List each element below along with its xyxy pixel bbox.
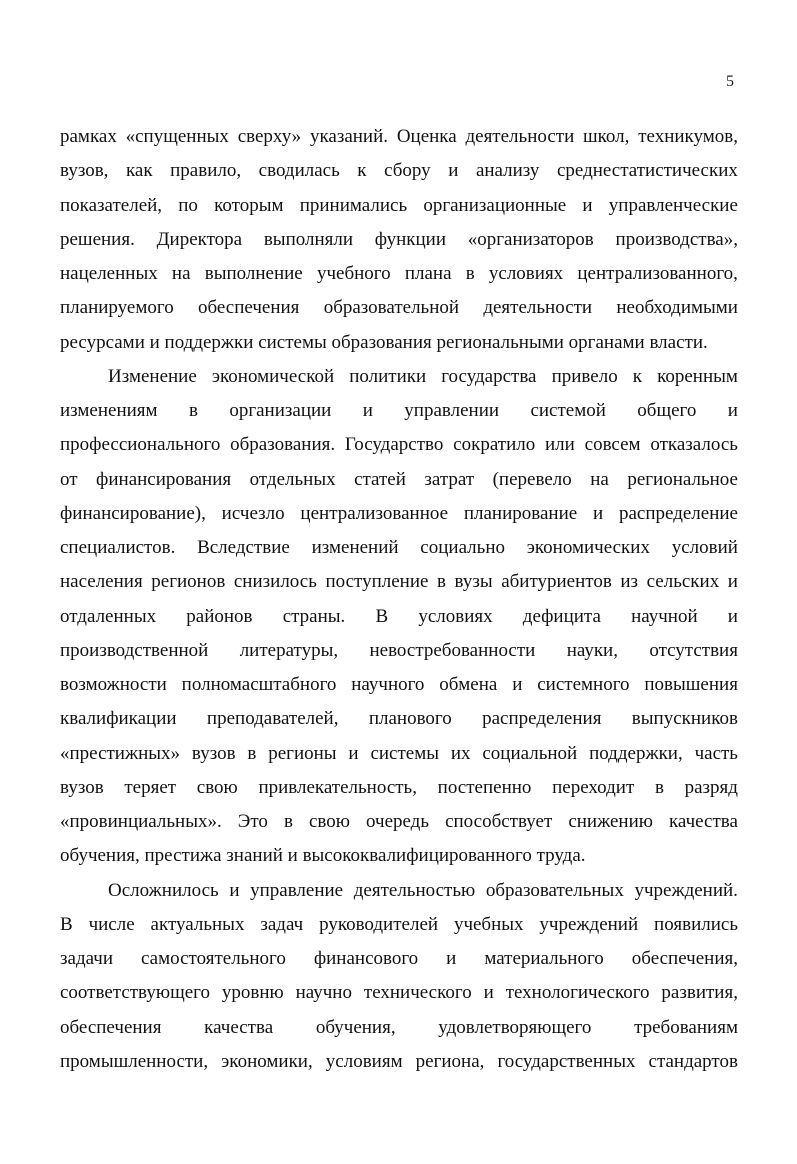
word: (перевело xyxy=(492,468,572,490)
word: общего xyxy=(637,400,697,421)
word: производственной xyxy=(60,639,209,661)
text-line-last: ресурсами и поддержки системы образования региональными органами власти. xyxy=(60,331,708,353)
text-line xyxy=(60,600,738,634)
word: Это xyxy=(237,811,268,832)
word: экономики, xyxy=(221,1050,313,1072)
word: обеспечения, xyxy=(631,948,738,969)
word: сводилась xyxy=(258,160,340,182)
word: поддержки, xyxy=(589,742,683,764)
word: в xyxy=(654,776,664,798)
word: системой xyxy=(530,400,606,421)
word: которым xyxy=(214,194,284,216)
word: учреждений xyxy=(539,913,639,935)
text-line xyxy=(60,291,738,325)
word: исчезло xyxy=(221,502,285,524)
word: удовлетворяющего xyxy=(438,1016,592,1038)
word: к xyxy=(357,160,367,182)
word: переходит xyxy=(552,776,635,798)
word: отсутствия xyxy=(649,639,738,661)
body-text xyxy=(60,120,738,1079)
word: выполнение xyxy=(204,263,303,284)
word: и xyxy=(727,571,738,593)
word: специалистов. xyxy=(60,537,176,558)
word: свою xyxy=(308,811,350,832)
word: и xyxy=(727,400,738,421)
word: и xyxy=(446,948,457,969)
word: очередь xyxy=(366,811,430,832)
word: преподавателей, xyxy=(206,708,339,730)
word: технологического xyxy=(505,982,650,1004)
text-line-first xyxy=(60,360,738,394)
word: среднестатистических xyxy=(556,160,738,182)
word: распределения xyxy=(482,708,602,730)
text-line xyxy=(60,154,738,188)
text-line xyxy=(60,565,738,599)
word: планирование xyxy=(463,502,578,524)
text-line xyxy=(60,120,738,154)
word: экономических xyxy=(526,537,650,558)
word: и xyxy=(362,400,373,421)
word: «престижных» xyxy=(60,742,181,764)
word: финансирования xyxy=(96,468,232,490)
word: повышения xyxy=(644,674,738,695)
word: способствует xyxy=(445,811,553,832)
word: как xyxy=(125,160,153,182)
word: свою xyxy=(196,776,238,798)
word: затрат xyxy=(424,468,475,490)
word: и xyxy=(727,605,738,627)
word: организационные xyxy=(423,194,567,216)
word: Изменение xyxy=(108,365,197,387)
word: в xyxy=(465,263,475,284)
word: Осложнилось xyxy=(108,879,219,901)
word: и xyxy=(593,502,604,524)
text-line xyxy=(60,702,738,736)
word: научного xyxy=(351,674,425,695)
word: страны. xyxy=(282,605,346,627)
word: деятельностью xyxy=(353,879,476,901)
word: обучения, xyxy=(315,1016,396,1038)
word: Вследствие xyxy=(197,537,290,558)
word: задач xyxy=(260,913,304,935)
text-line xyxy=(60,394,738,428)
word: планового xyxy=(368,708,452,730)
text-line xyxy=(60,976,738,1010)
word: задачи xyxy=(60,948,114,969)
word: населения xyxy=(60,571,143,593)
word: научной xyxy=(631,605,698,627)
word: деятельности xyxy=(483,297,593,319)
word: образовательной xyxy=(323,297,460,319)
word: политики xyxy=(349,365,427,387)
word: школ, xyxy=(583,126,630,147)
word: выпускников xyxy=(631,708,738,730)
word: финансирование), xyxy=(60,502,206,524)
word: государственных xyxy=(497,1050,636,1072)
word: экономической xyxy=(211,365,335,387)
word: разряд xyxy=(684,776,738,798)
word: региона, xyxy=(415,1050,485,1072)
text-line xyxy=(60,634,738,668)
word: соответствующего xyxy=(60,982,210,1004)
word: образовательных xyxy=(485,879,624,901)
word: их xyxy=(450,742,471,764)
text-line xyxy=(60,531,738,565)
word: науки, xyxy=(566,639,618,661)
word: учреждений. xyxy=(634,879,738,901)
text-line xyxy=(60,737,738,771)
word: управлении xyxy=(404,400,500,421)
word: актуальных xyxy=(150,913,245,935)
word: числе xyxy=(88,913,135,935)
word: требованиям xyxy=(634,1016,738,1038)
word: В xyxy=(375,605,389,627)
word: системного xyxy=(537,674,630,695)
text-line xyxy=(60,1045,738,1079)
word: техникумов, xyxy=(638,126,738,147)
word: сбору xyxy=(384,160,431,182)
word: государства xyxy=(441,365,537,387)
word: вузов xyxy=(191,742,236,764)
word: организации xyxy=(229,400,332,421)
word: стандартов xyxy=(648,1050,738,1072)
word: нацеленных xyxy=(60,263,158,284)
word: принимались xyxy=(299,194,408,216)
text-line-last: обучения, престижа знаний и высококвалифицированного труда. xyxy=(60,845,586,867)
paragraph-1 xyxy=(60,120,738,360)
word: уровню xyxy=(221,982,284,1004)
word: часть xyxy=(694,742,738,764)
word: сверху» xyxy=(237,126,302,147)
word: технического xyxy=(363,982,472,1004)
word: сельских xyxy=(646,571,720,593)
word: показателей, xyxy=(60,194,163,216)
word: «организаторов xyxy=(467,228,594,250)
word: вузов xyxy=(60,776,104,798)
word: учебных xyxy=(453,913,524,935)
word: привлекательность, xyxy=(258,776,417,798)
word: рамках xyxy=(60,126,117,147)
word: в xyxy=(436,571,446,593)
word: привело xyxy=(551,365,618,387)
word: деятельности xyxy=(465,126,575,147)
word: снижению xyxy=(568,811,653,832)
word: региональное xyxy=(627,468,738,490)
word: анализу xyxy=(475,160,540,182)
text-line xyxy=(60,463,738,497)
text-line xyxy=(60,223,738,257)
word: в xyxy=(188,400,198,421)
word: снизилось xyxy=(233,571,317,593)
word: учебного xyxy=(316,263,391,284)
word: вузы xyxy=(454,571,493,593)
word: изменениям xyxy=(60,400,158,421)
word: Директора xyxy=(156,228,243,250)
word: в xyxy=(247,742,257,764)
word: профессионального xyxy=(60,434,221,456)
page-number: 5 xyxy=(726,73,734,90)
word: развития, xyxy=(661,982,738,1004)
word: самостоятельного xyxy=(141,948,286,969)
word: поступление xyxy=(325,571,429,593)
word: невостребованности xyxy=(369,639,536,661)
word: руководителей xyxy=(319,913,439,935)
word: выполняли xyxy=(263,228,354,250)
word: теряет xyxy=(124,776,177,798)
word: на xyxy=(590,468,609,490)
word: условиям xyxy=(325,1050,403,1072)
word: квалификации xyxy=(60,708,177,730)
word: коренным xyxy=(657,365,738,387)
text-line xyxy=(60,908,738,942)
word: в xyxy=(283,811,293,832)
word: системы xyxy=(370,742,439,764)
word: финансового xyxy=(313,948,419,969)
word: и xyxy=(483,982,494,1004)
word: полномасштабного xyxy=(181,674,337,695)
word: литературы, xyxy=(239,639,339,661)
word: социально xyxy=(420,537,505,558)
word: функции xyxy=(374,228,447,250)
word: отдаленных xyxy=(60,605,157,627)
word: условий xyxy=(671,537,738,558)
word: сократило xyxy=(453,434,536,456)
word: изменений xyxy=(311,537,399,558)
word: образования. xyxy=(230,434,336,456)
word: регионы xyxy=(268,742,337,764)
word: «провинциальных». xyxy=(60,811,222,832)
word: отдельных xyxy=(249,468,336,490)
word: обеспечения xyxy=(60,1016,162,1038)
word: плана xyxy=(404,263,452,284)
text-line xyxy=(60,257,738,291)
text-line xyxy=(60,805,738,839)
word: и xyxy=(348,742,359,764)
paragraph-3 xyxy=(60,874,738,1080)
text-line xyxy=(60,771,738,805)
word: Государство xyxy=(344,434,444,456)
text-line xyxy=(60,189,738,223)
word: промышленности, xyxy=(60,1050,209,1072)
word: планируемого xyxy=(60,297,174,319)
word: решения. xyxy=(60,228,135,250)
word: качества xyxy=(668,811,738,832)
word: районов xyxy=(186,605,253,627)
text-line xyxy=(60,668,738,702)
word: на xyxy=(171,263,191,284)
word: обмена xyxy=(439,674,498,695)
word: указаний. xyxy=(309,126,389,147)
word: абитуриентов xyxy=(501,571,612,593)
word: условиях xyxy=(418,605,493,627)
word: по xyxy=(178,194,198,216)
word: и xyxy=(448,160,459,182)
word: производства», xyxy=(615,228,738,250)
word: необходимыми xyxy=(616,297,738,319)
word: из xyxy=(620,571,639,593)
word: и xyxy=(229,879,240,901)
text-line xyxy=(60,497,738,531)
word: отказалось xyxy=(650,434,738,456)
text-line xyxy=(60,428,738,462)
word: совсем xyxy=(584,434,641,456)
word: управление xyxy=(250,879,344,901)
word: от xyxy=(60,468,78,490)
word: условиях xyxy=(488,263,564,284)
word: качества xyxy=(204,1016,274,1038)
word: управленческие xyxy=(608,194,738,216)
word: статей xyxy=(354,468,406,490)
word: «спущенных xyxy=(125,126,229,147)
text-line xyxy=(60,942,738,976)
word: или xyxy=(545,434,575,456)
word: правило, xyxy=(170,160,242,182)
word: постепенно xyxy=(437,776,532,798)
word: В xyxy=(60,913,73,935)
word: централизованное xyxy=(300,502,449,524)
text-line-first xyxy=(60,874,738,908)
word: Оценка xyxy=(396,126,457,147)
word: возможности xyxy=(60,674,167,695)
word: распределение xyxy=(618,502,738,524)
word: материального xyxy=(484,948,604,969)
word: социальной xyxy=(482,742,578,764)
word: научно xyxy=(295,982,352,1004)
word: обеспечения xyxy=(197,297,300,319)
word: регионов xyxy=(151,571,226,593)
word: появились xyxy=(654,913,738,935)
word: к xyxy=(632,365,643,387)
word: дефицита xyxy=(522,605,601,627)
paragraph-2 xyxy=(60,360,738,874)
word: и xyxy=(512,674,523,695)
text-line xyxy=(60,1011,738,1045)
word: централизованного, xyxy=(577,263,738,284)
word: и xyxy=(582,194,593,216)
word: вузов, xyxy=(60,160,109,182)
